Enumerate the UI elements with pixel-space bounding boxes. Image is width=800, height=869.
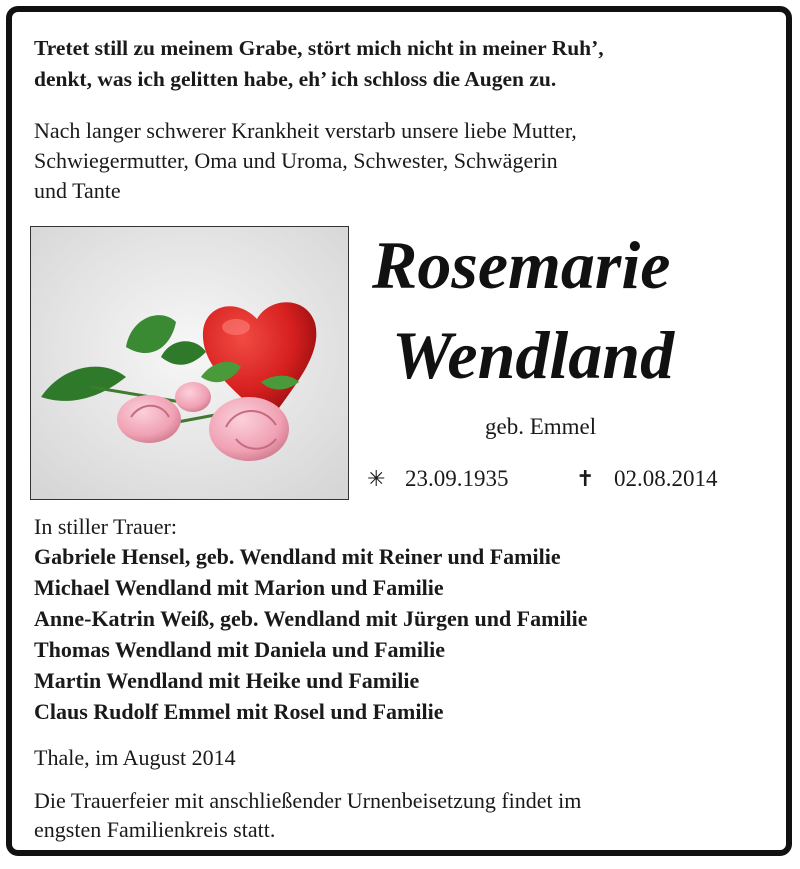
mourner-line: Claus Rudolf Emmel mit Rosel und Familie — [34, 699, 444, 724]
maiden-name: geb. Emmel — [485, 414, 597, 439]
intro-line-2: Schwiegermutter, Oma und Uroma, Schwester, Schwägerin — [34, 148, 558, 173]
ceremony-note-line-1: Die Trauerfeier mit anschließender Urnenbeisetzung findet im — [34, 788, 582, 813]
birth-date: 23.09.1935 — [404, 466, 509, 491]
poem-line-2: denkt, was ich gelitten habe, eh’ ich schloss die Augen zu. — [34, 67, 557, 91]
mourner-line: Thomas Wendland mit Daniela und Familie — [34, 637, 445, 662]
mourner-line: Michael Wendland mit Marion und Familie — [34, 575, 444, 600]
intro-line-1: Nach langer schwerer Krankheit verstarb unsere liebe Mutter, — [34, 118, 577, 143]
poem-line-1: Tretet still zu meinem Grabe, stört mich nicht in meiner Ruh’, — [34, 36, 604, 60]
ceremony-note-line-2: engsten Familienkreis statt. — [34, 817, 276, 842]
mourner-line: Martin Wendland mit Heike und Familie — [34, 668, 420, 693]
deceased-last-name: Wendland — [392, 317, 675, 393]
birth-symbol-icon: ✳ — [367, 466, 386, 491]
death-date-row — [576, 466, 717, 492]
birth-date-row — [367, 466, 508, 492]
mourners-heading: In stiller Trauer: — [34, 514, 177, 539]
deceased-first-name: Rosemarie — [372, 227, 671, 303]
mourner-line: Anne-Katrin Weiß, geb. Wendland mit Jürgen und Familie — [34, 606, 588, 631]
death-date: 02.08.2014 — [613, 466, 718, 491]
heart-and-roses-image — [30, 226, 349, 500]
intro-line-3: und Tante — [34, 178, 121, 203]
death-symbol-icon: ✝ — [576, 466, 595, 491]
place-date: Thale, im August 2014 — [34, 745, 236, 770]
mourner-line: Gabriele Hensel, geb. Wendland mit Reiner und Familie — [34, 544, 561, 569]
